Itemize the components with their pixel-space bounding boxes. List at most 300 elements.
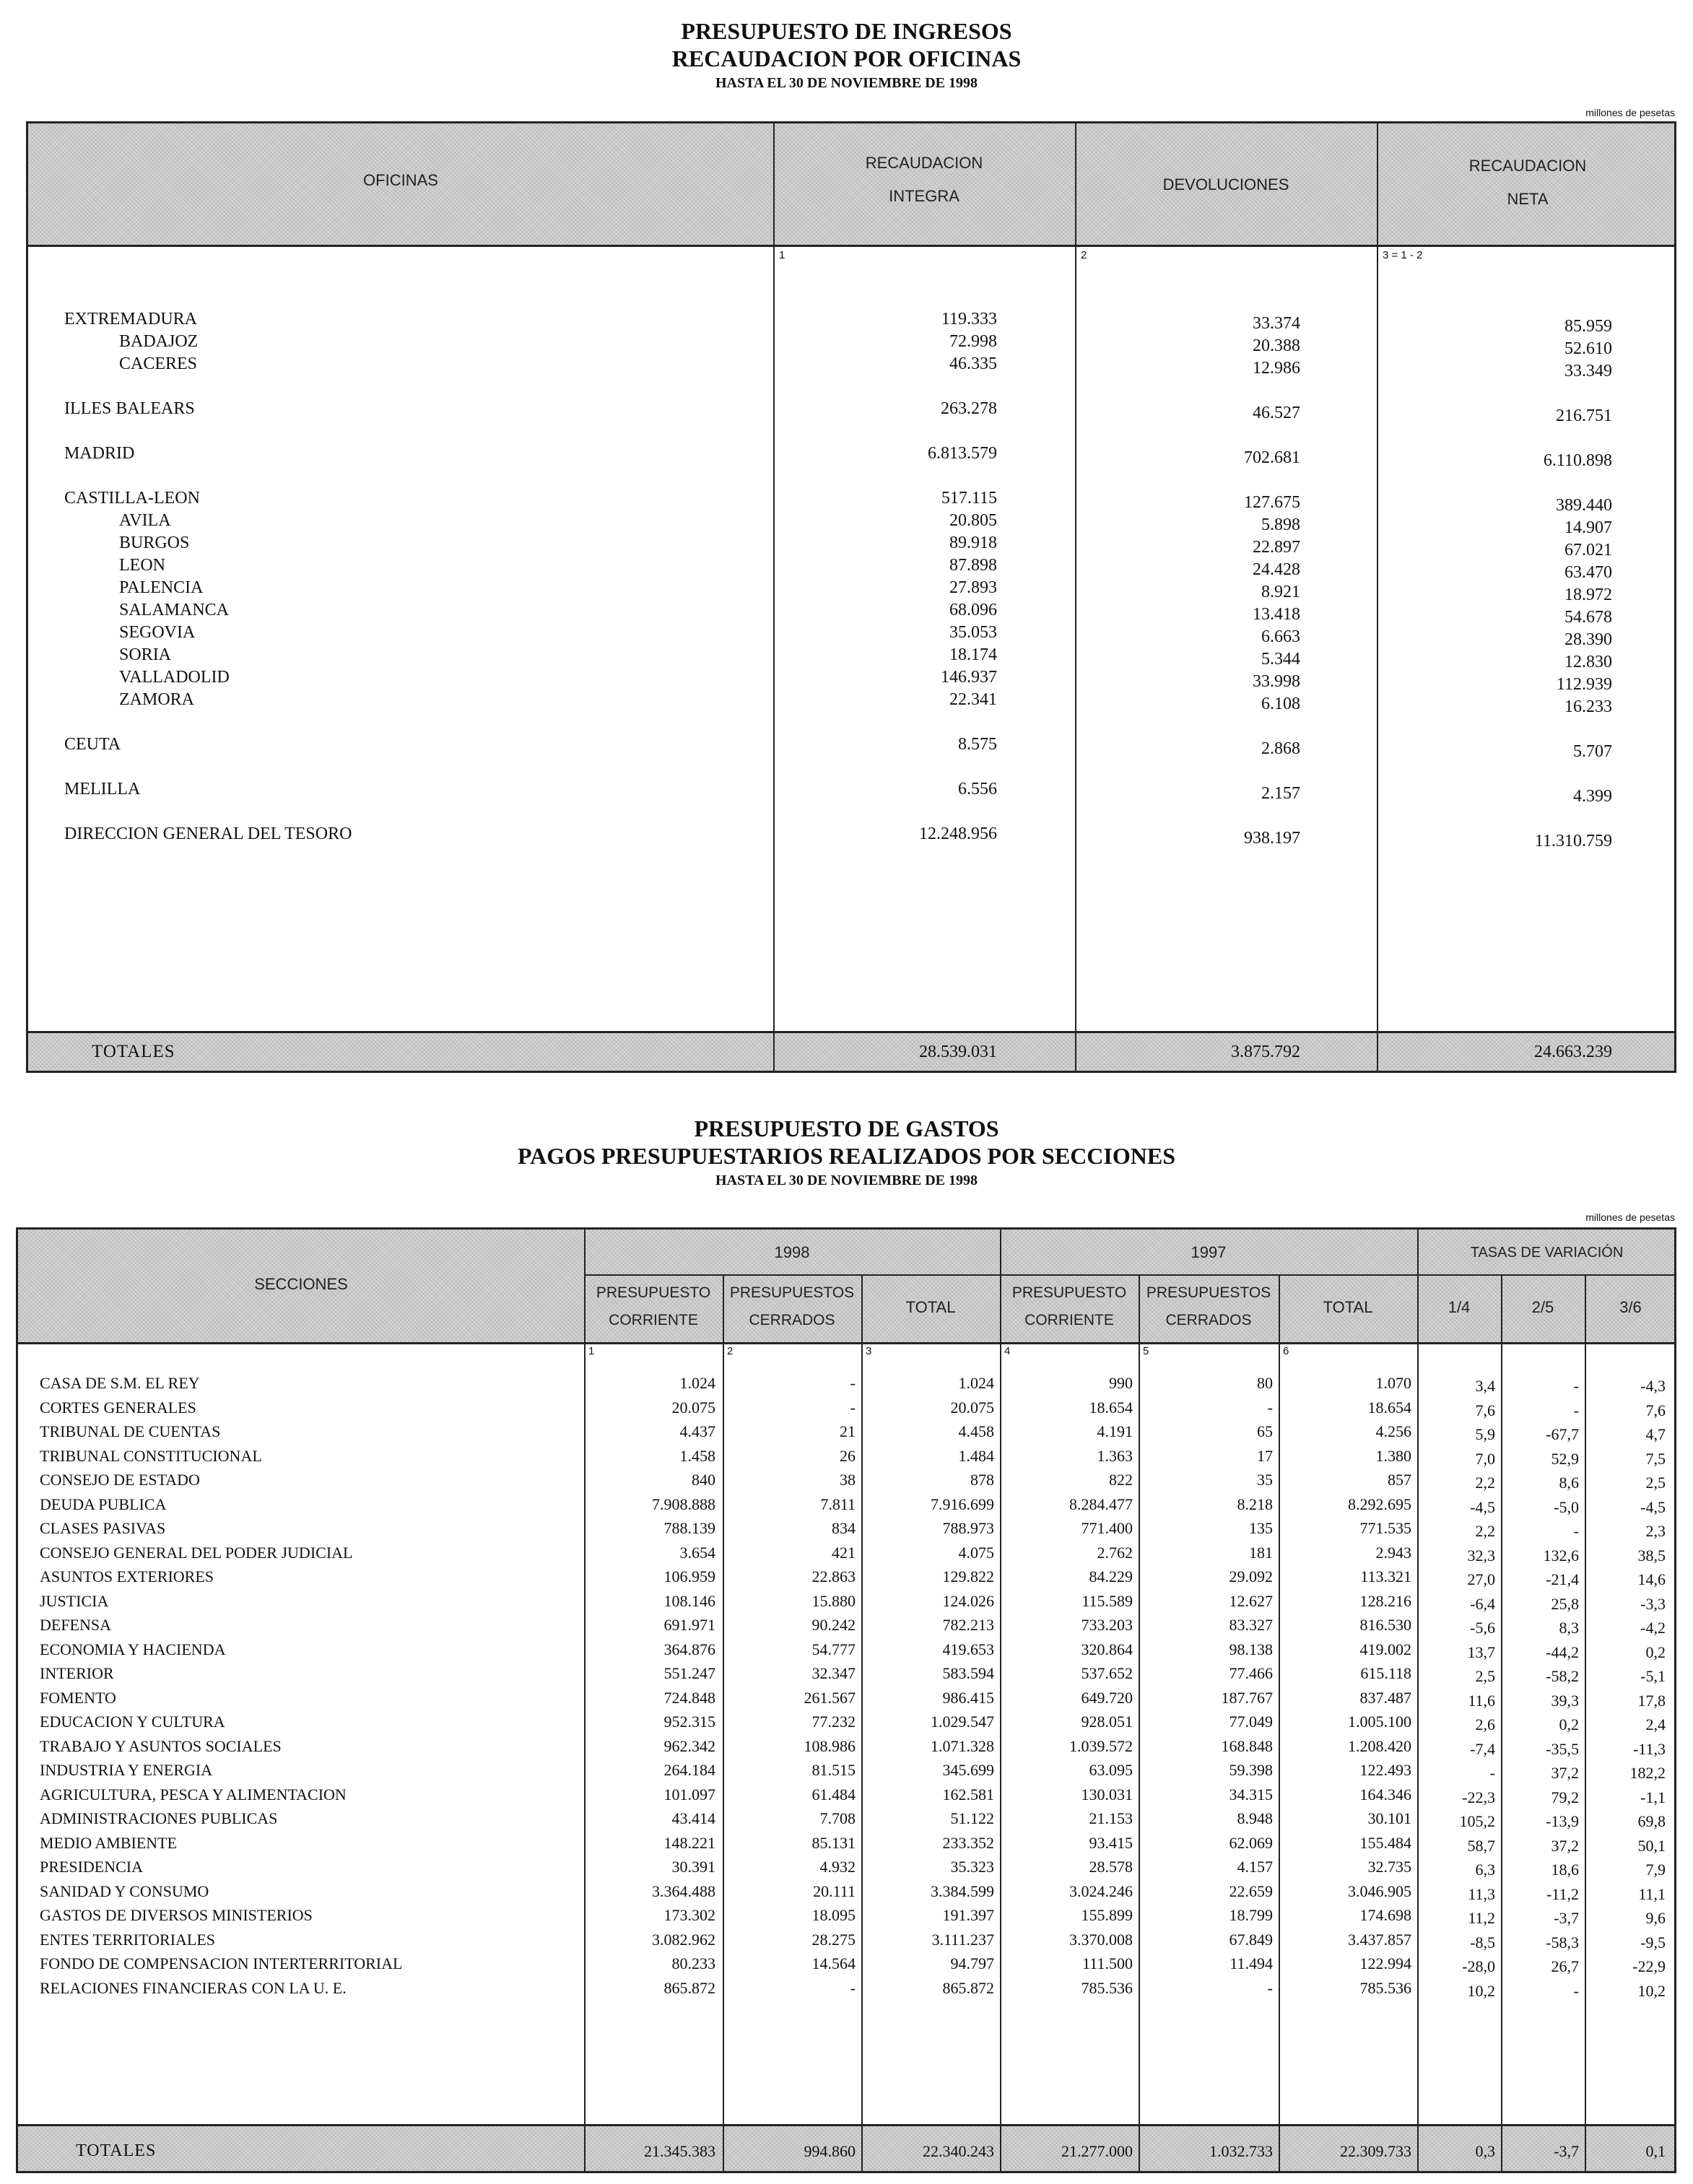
cell-c2: 20.111	[813, 1881, 856, 1900]
cell-c6: 3.046.905	[1348, 1881, 1411, 1900]
cell-devol: 46.527	[1253, 404, 1300, 422]
seccion-name: CASA DE S.M. EL REY	[40, 1374, 200, 1392]
header-oficinas: OFICINAS	[363, 171, 438, 189]
cell-v25: 52,9	[1551, 1449, 1579, 1468]
column-number: 4	[1004, 1345, 1011, 1357]
cell-v25: 0,2	[1559, 1715, 1579, 1733]
cell-c2: 85.131	[811, 1833, 856, 1852]
cell-c1: 43.414	[671, 1809, 715, 1827]
cell-c2: 7.708	[819, 1809, 856, 1827]
header-devoluciones: DEVOLUCIONES	[1162, 175, 1289, 193]
cell-c1: 865.872	[663, 1978, 715, 1997]
cell-neta: 54.678	[1564, 608, 1612, 627]
oficina-name: SALAMANCA	[119, 601, 230, 619]
total-devoluciones: 3.875.792	[1231, 1043, 1300, 1061]
cell-neta: 11.310.759	[1534, 832, 1612, 850]
header-recaudacion-integra-1: RECAUDACION	[865, 154, 983, 172]
cell-c6: 32.735	[1367, 1858, 1411, 1876]
cell-c2: 15.880	[811, 1591, 856, 1610]
cell-c4: 111.500	[1082, 1954, 1133, 1972]
cell-c5: -	[1267, 1978, 1273, 1997]
cell-c4: 8.284.477	[1069, 1495, 1133, 1513]
oficina-name: CACERES	[119, 354, 198, 373]
cell-c4: 822	[1109, 1471, 1133, 1489]
cell-devol: 5.898	[1261, 515, 1300, 534]
cell-c5: 29.092	[1229, 1567, 1273, 1585]
cell-integra: 119.333	[941, 310, 997, 329]
cell-v25: -11,2	[1546, 1884, 1579, 1903]
seccion-name: TRABAJO Y ASUNTOS SOCIALES	[40, 1736, 282, 1755]
cell-v25: -	[1573, 1401, 1579, 1419]
cell-c3: 35.323	[950, 1858, 994, 1876]
cell-c6: 857	[1388, 1471, 1411, 1489]
cell-c5: 77.466	[1229, 1664, 1273, 1682]
cell-c4: 3.370.008	[1069, 1930, 1133, 1949]
seccion-name: CORTES GENERALES	[40, 1398, 196, 1417]
cell-neta: 4.399	[1573, 787, 1612, 806]
seccion-name: MEDIO AMBIENTE	[40, 1833, 178, 1852]
seccion-name: CONSEJO DE ESTADO	[40, 1471, 200, 1489]
cell-v36: -4,3	[1640, 1377, 1666, 1395]
header-divider	[584, 1274, 1676, 1276]
cell-v25: -13,9	[1546, 1812, 1579, 1830]
cell-devol: 33.374	[1253, 314, 1300, 333]
cell-c6: 30.101	[1367, 1809, 1411, 1827]
gastos-title-block	[0, 1115, 1693, 1190]
cell-c2: 834	[832, 1519, 856, 1537]
seccion-name: EDUCACION Y CULTURA	[40, 1713, 225, 1731]
cell-c6: 174.698	[1359, 1906, 1411, 1924]
column-number: 1	[588, 1345, 595, 1357]
cell-v25: 25,8	[1551, 1594, 1579, 1613]
cell-v25: -67,7	[1546, 1425, 1579, 1443]
cell-c4: 1.039.572	[1069, 1736, 1133, 1755]
cell-v36: -5,1	[1640, 1667, 1666, 1685]
header-1998: 1998	[774, 1243, 810, 1261]
cell-c5: -	[1267, 1398, 1273, 1417]
header-presupuestos-cerrados-1998-2: CERRADOS	[749, 1312, 835, 1328]
cell-v36: 2,5	[1645, 1474, 1666, 1492]
cell-c2: 38	[840, 1471, 856, 1489]
cell-v25: -	[1573, 1981, 1579, 2000]
cell-c1: 4.437	[679, 1422, 715, 1440]
cell-c1: 1.024	[679, 1374, 715, 1392]
cell-c5: 8.948	[1237, 1809, 1273, 1827]
cell-c5: 168.848	[1221, 1736, 1273, 1755]
cell-v36: 50,1	[1637, 1836, 1666, 1855]
header-total-1998: TOTAL	[905, 1298, 956, 1316]
cell-devol: 2.868	[1261, 739, 1300, 758]
header-recaudacion-neta-1: RECAUDACION	[1468, 157, 1587, 175]
cell-v14: 2,5	[1475, 1667, 1495, 1685]
cell-c1: 20.075	[671, 1398, 715, 1417]
cell-c6: 816.530	[1359, 1616, 1411, 1634]
cell-c4: 733.203	[1081, 1616, 1133, 1634]
cell-v14: -4,5	[1470, 1497, 1495, 1516]
cell-c2: 421	[832, 1543, 856, 1562]
ingresos-title2: RECAUDACION POR OFICINAS	[671, 45, 1022, 71]
cell-c6: 615.118	[1360, 1664, 1411, 1682]
cell-devol: 127.675	[1244, 493, 1300, 512]
cell-c6: 1.070	[1375, 1374, 1411, 1392]
cell-c2: 4.932	[819, 1858, 856, 1876]
cell-c3: 1.024	[958, 1374, 994, 1392]
cell-v36: -9,5	[1640, 1933, 1666, 1952]
cell-v36: -11,3	[1632, 1739, 1666, 1758]
cell-c4: 63.095	[1089, 1761, 1133, 1779]
cell-v14: -8,5	[1470, 1933, 1495, 1952]
cell-c2: 21	[840, 1422, 856, 1440]
cell-c6: 771.535	[1359, 1519, 1411, 1537]
cell-devol: 33.998	[1253, 672, 1300, 691]
cell-c4: 990	[1109, 1374, 1133, 1392]
gastos-units: millones de pesetas	[1585, 1211, 1675, 1223]
seccion-name: PRESIDENCIA	[40, 1858, 144, 1876]
header-presupuestos-cerrados-1997-2: CERRADOS	[1165, 1312, 1252, 1328]
oficina-name: SORIA	[119, 645, 172, 664]
cell-c4: 18.654	[1089, 1398, 1133, 1417]
cell-c4: 84.229	[1089, 1567, 1133, 1585]
cell-c2: 32.347	[811, 1664, 856, 1682]
total-c5: 1.032.733	[1209, 2142, 1273, 2160]
cell-c3: 191.397	[942, 1906, 994, 1924]
cell-v36: 2,3	[1645, 1522, 1666, 1540]
oficina-name: MELILLA	[64, 780, 141, 799]
cell-neta: 6.110.898	[1543, 451, 1612, 470]
seccion-name: CONSEJO GENERAL DEL PODER JUDICIAL	[40, 1543, 353, 1562]
oficina-name: BADAJOZ	[119, 332, 199, 351]
cell-neta: 85.959	[1564, 317, 1612, 336]
total-v14: 0,3	[1475, 2142, 1495, 2160]
cell-c2: 22.863	[811, 1567, 856, 1585]
total-c6: 22.309.733	[1340, 2142, 1411, 2160]
cell-c2: 81.515	[811, 1761, 856, 1779]
cell-v14: 3,4	[1475, 1377, 1495, 1395]
cell-neta: 33.349	[1564, 362, 1612, 380]
cell-integra: 46.335	[949, 354, 997, 373]
seccion-name: GASTOS DE DIVERSOS MINISTERIOS	[40, 1906, 313, 1924]
cell-v14: 13,7	[1467, 1643, 1495, 1661]
cell-integra: 22.341	[949, 690, 997, 709]
cell-v25: 37,2	[1551, 1764, 1579, 1782]
seccion-name: ECONOMIA Y HACIENDA	[40, 1640, 226, 1658]
cell-c5: 77.049	[1229, 1713, 1273, 1731]
cell-c2: 26	[840, 1446, 856, 1465]
oficina-name: AVILA	[119, 511, 171, 530]
cell-devol: 13.418	[1253, 605, 1300, 624]
totals-label: TOTALES	[92, 1042, 175, 1061]
cell-v36: 11,1	[1638, 1884, 1666, 1903]
header-presupuesto-corriente-1997-2: CORRIENTE	[1024, 1312, 1114, 1328]
cell-c1: 3.082.962	[652, 1930, 715, 1949]
cell-c4: 785.536	[1081, 1978, 1133, 1997]
cell-c1: 108.146	[663, 1591, 715, 1610]
cell-neta: 67.021	[1564, 541, 1612, 560]
oficina-name: MADRID	[64, 444, 135, 463]
cell-c5: 83.327	[1229, 1616, 1273, 1634]
cell-v14: 10,2	[1467, 1981, 1495, 2000]
cell-c3: 94.797	[950, 1954, 994, 1972]
ingresos-units: millones de pesetas	[1585, 107, 1675, 118]
cell-neta: 52.610	[1564, 339, 1612, 358]
cell-c3: 865.872	[942, 1978, 994, 1997]
cell-c6: 837.487	[1359, 1688, 1411, 1707]
cell-v36: 38,5	[1637, 1546, 1666, 1565]
cell-neta: 389.440	[1556, 496, 1612, 515]
cell-c6: 8.292.695	[1348, 1495, 1411, 1513]
cell-c2: 261.567	[804, 1688, 856, 1707]
ingresos-table	[26, 121, 1676, 1073]
column-number: 3 = 1 - 2	[1383, 249, 1423, 261]
cell-v14: -28,0	[1462, 1957, 1495, 1975]
cell-c6: 1.005.100	[1348, 1713, 1411, 1731]
cell-v36: 7,6	[1645, 1401, 1666, 1419]
cell-c6: 2.943	[1375, 1543, 1411, 1562]
cell-c4: 537.652	[1081, 1664, 1133, 1682]
cell-integra: 72.998	[949, 332, 997, 351]
cell-c2: 14.564	[811, 1954, 856, 1972]
cell-c3: 4.458	[958, 1422, 994, 1440]
cell-c6: 1.208.420	[1348, 1736, 1411, 1755]
cell-c1: 148.221	[663, 1833, 715, 1852]
total-c1: 21.345.383	[644, 2142, 715, 2160]
cell-v25: 8,3	[1559, 1619, 1579, 1637]
cell-c2: -	[850, 1398, 856, 1417]
total-c2: 994.860	[804, 2142, 856, 2160]
cell-c4: 3.024.246	[1069, 1881, 1133, 1900]
header-presupuesto-corriente-1998-2: CORRIENTE	[609, 1312, 698, 1328]
cell-v25: 79,2	[1551, 1788, 1579, 1806]
cell-integra: 35.053	[949, 623, 997, 642]
cell-v36: 9,6	[1645, 1909, 1666, 1927]
cell-c3: 986.415	[942, 1688, 994, 1707]
cell-v14: 6,3	[1475, 1861, 1495, 1879]
cell-v36: -4,5	[1640, 1497, 1666, 1516]
cell-v25: -58,2	[1546, 1667, 1579, 1685]
cell-c4: 28.578	[1089, 1858, 1133, 1876]
cell-c5: 11.494	[1230, 1954, 1273, 1972]
cell-c3: 3.384.599	[931, 1881, 994, 1900]
cell-v36: -1,1	[1640, 1788, 1666, 1806]
cell-c1: 691.971	[663, 1616, 715, 1634]
cell-c3: 878	[970, 1471, 994, 1489]
cell-c2: -	[850, 1374, 856, 1392]
cell-c4: 1.363	[1097, 1446, 1133, 1465]
ingresos-title: PRESUPUESTO DE INGRESOS	[681, 18, 1012, 44]
cell-c5: 62.069	[1229, 1833, 1273, 1852]
cell-v14: 7,0	[1475, 1449, 1495, 1468]
cell-c5: 17	[1257, 1446, 1273, 1465]
cell-neta: 16.233	[1564, 697, 1612, 716]
oficina-name: BURGOS	[119, 534, 190, 552]
gastos-title2: PAGOS PRESUPUESTARIOS REALIZADOS POR SECCIONES	[518, 1143, 1175, 1169]
cell-c1: 3.364.488	[652, 1881, 715, 1900]
cell-c1: 30.391	[671, 1858, 715, 1876]
cell-v25: -	[1573, 1377, 1579, 1395]
seccion-name: FOMENTO	[40, 1688, 116, 1707]
cell-v14: 2,6	[1475, 1715, 1495, 1733]
cell-v14: -7,4	[1470, 1739, 1495, 1758]
cell-c3: 419.653	[942, 1640, 994, 1658]
cell-c4: 649.720	[1081, 1688, 1133, 1707]
seccion-name: AGRICULTURA, PESCA Y ALIMENTACION	[40, 1785, 347, 1804]
oficina-name: CEUTA	[64, 735, 121, 754]
column-number: 3	[866, 1345, 872, 1357]
cell-c6: 122.994	[1359, 1954, 1411, 1972]
cell-v36: 10,2	[1637, 1981, 1666, 2000]
cell-v14: 2,2	[1475, 1474, 1495, 1492]
cell-c5: 59.398	[1229, 1761, 1273, 1779]
column-number: 5	[1143, 1345, 1149, 1357]
cell-v36: 4,7	[1645, 1425, 1666, 1443]
cell-c1: 173.302	[663, 1906, 715, 1924]
ingresos-subtitle: HASTA EL 30 DE NOVIEMBRE DE 1998	[715, 75, 978, 91]
cell-c2: 90.242	[811, 1616, 856, 1634]
cell-neta: 216.751	[1556, 406, 1612, 425]
cell-c2: 54.777	[811, 1640, 856, 1658]
cell-v14: 11,2	[1468, 1909, 1495, 1927]
cell-v14: 2,2	[1475, 1522, 1495, 1540]
cell-v36: 182,2	[1629, 1764, 1666, 1782]
total-c4: 21.277.000	[1061, 2142, 1133, 2160]
column-number: 2	[727, 1345, 734, 1357]
cell-c3: 583.594	[942, 1664, 994, 1682]
cell-v14: -6,4	[1470, 1594, 1495, 1613]
seccion-name: DEUDA PUBLICA	[40, 1495, 167, 1513]
oficina-name: LEON	[119, 556, 165, 575]
cell-c1: 3.654	[679, 1543, 715, 1562]
cell-v25: -21,4	[1546, 1570, 1579, 1588]
cell-c1: 952.315	[663, 1713, 715, 1731]
cell-neta: 18.972	[1564, 586, 1612, 604]
cell-c4: 4.191	[1097, 1422, 1133, 1440]
cell-c3: 162.581	[942, 1785, 994, 1804]
cell-v25: -58,3	[1546, 1933, 1579, 1952]
cell-devol: 702.681	[1244, 448, 1300, 467]
cell-v25: -44,2	[1546, 1643, 1579, 1661]
cell-v14: 32,3	[1467, 1546, 1495, 1565]
cell-c3: 51.122	[950, 1809, 994, 1827]
cell-c1: 840	[692, 1471, 715, 1489]
cell-devol: 20.388	[1253, 336, 1300, 355]
cell-c5: 22.659	[1229, 1881, 1273, 1900]
cell-c5: 12.627	[1229, 1591, 1273, 1610]
cell-c1: 264.184	[663, 1761, 715, 1779]
cell-neta: 63.470	[1564, 563, 1612, 582]
cell-c4: 155.899	[1081, 1906, 1133, 1924]
cell-devol: 12.986	[1253, 359, 1300, 378]
cell-c1: 788.139	[663, 1519, 715, 1537]
cell-v14: -5,6	[1470, 1619, 1495, 1637]
cell-c3: 345.699	[942, 1761, 994, 1779]
cell-v25: 37,2	[1551, 1836, 1579, 1855]
cell-c5: 65	[1257, 1422, 1273, 1440]
cell-v25: 39,3	[1551, 1691, 1579, 1710]
cell-c4: 771.400	[1081, 1519, 1133, 1537]
cell-devol: 938.197	[1244, 829, 1300, 848]
cell-v25: -5,0	[1554, 1497, 1579, 1516]
cell-c1: 1.458	[679, 1446, 715, 1465]
cell-c6: 164.346	[1359, 1785, 1411, 1804]
header-ratio-1-4: 1/4	[1448, 1298, 1471, 1316]
cell-integra: 27.893	[949, 578, 997, 597]
cell-devol: 8.921	[1261, 583, 1300, 601]
cell-c2: -	[850, 1978, 856, 1997]
cell-v25: 18,6	[1551, 1861, 1579, 1879]
column-number: 1	[779, 249, 785, 261]
seccion-name: CLASES PASIVAS	[40, 1519, 166, 1537]
cell-c3: 129.822	[942, 1567, 994, 1585]
cell-c5: 8.218	[1237, 1495, 1273, 1513]
header-presupuestos-cerrados-1998-1: PRESUPUESTOS	[729, 1284, 855, 1301]
cell-v14: 11,3	[1468, 1884, 1495, 1903]
cell-devol: 24.428	[1253, 560, 1300, 579]
cell-v25: -3,7	[1554, 1909, 1579, 1927]
cell-integra: 146.937	[941, 668, 997, 687]
cell-v14: 5,9	[1475, 1425, 1495, 1443]
header-ratio-2-5: 2/5	[1531, 1298, 1554, 1316]
cell-neta: 14.907	[1564, 518, 1612, 537]
cell-c1: 106.959	[663, 1567, 715, 1585]
cell-c4: 320.864	[1081, 1640, 1133, 1658]
seccion-name: ASUNTOS EXTERIORES	[40, 1567, 214, 1585]
cell-c6: 4.256	[1375, 1422, 1411, 1440]
header-presupuesto-corriente-1997-1: PRESUPUESTO	[1011, 1284, 1127, 1301]
cell-integra: 6.813.579	[928, 444, 997, 463]
cell-c4: 928.051	[1081, 1713, 1133, 1731]
cell-c3: 124.026	[942, 1591, 994, 1610]
cell-c1: 551.247	[663, 1664, 715, 1682]
cell-c1: 962.342	[663, 1736, 715, 1755]
column-number: 2	[1081, 249, 1087, 261]
cell-c2: 61.484	[811, 1785, 856, 1804]
cell-c3: 782.213	[942, 1616, 994, 1634]
cell-v14: 27,0	[1467, 1570, 1495, 1588]
cell-c2: 18.095	[811, 1906, 856, 1924]
cell-c1: 724.848	[663, 1688, 715, 1707]
cell-v36: 0,2	[1645, 1643, 1666, 1661]
seccion-name: ENTES TERRITORIALES	[40, 1930, 216, 1949]
cell-v25: -35,5	[1546, 1739, 1579, 1758]
cell-v36: 7,9	[1645, 1861, 1666, 1879]
cell-c5: 35	[1257, 1471, 1273, 1489]
cell-integra: 517.115	[941, 489, 997, 508]
cell-v36: -22,9	[1632, 1957, 1666, 1975]
seccion-name: INTERIOR	[40, 1664, 114, 1682]
cell-v36: 7,5	[1645, 1449, 1666, 1468]
header-presupuesto-corriente-1998-1: PRESUPUESTO	[596, 1284, 711, 1301]
total-c3: 22.340.243	[923, 2142, 994, 2160]
cell-integra: 8.575	[958, 735, 997, 754]
cell-c5: 67.849	[1229, 1930, 1273, 1949]
cell-c3: 233.352	[942, 1833, 994, 1852]
cell-devol: 5.344	[1261, 650, 1300, 669]
cell-c3: 20.075	[950, 1398, 994, 1417]
cell-devol: 2.157	[1261, 784, 1300, 803]
cell-devol: 6.663	[1261, 627, 1300, 646]
cell-v14: -	[1489, 1764, 1495, 1782]
header-1997: 1997	[1191, 1243, 1227, 1261]
totals-label: TOTALES	[76, 2141, 157, 2160]
cell-c6: 128.216	[1359, 1591, 1411, 1610]
cell-c5: 98.138	[1229, 1640, 1273, 1658]
gastos-title: PRESUPUESTO DE GASTOS	[694, 1115, 999, 1141]
cell-integra: 12.248.956	[919, 825, 997, 843]
seccion-name: TRIBUNAL DE CUENTAS	[40, 1422, 221, 1440]
cell-c5: 187.767	[1221, 1688, 1273, 1707]
header-secciones: SECCIONES	[254, 1275, 348, 1293]
cell-c1: 80.233	[671, 1954, 715, 1972]
